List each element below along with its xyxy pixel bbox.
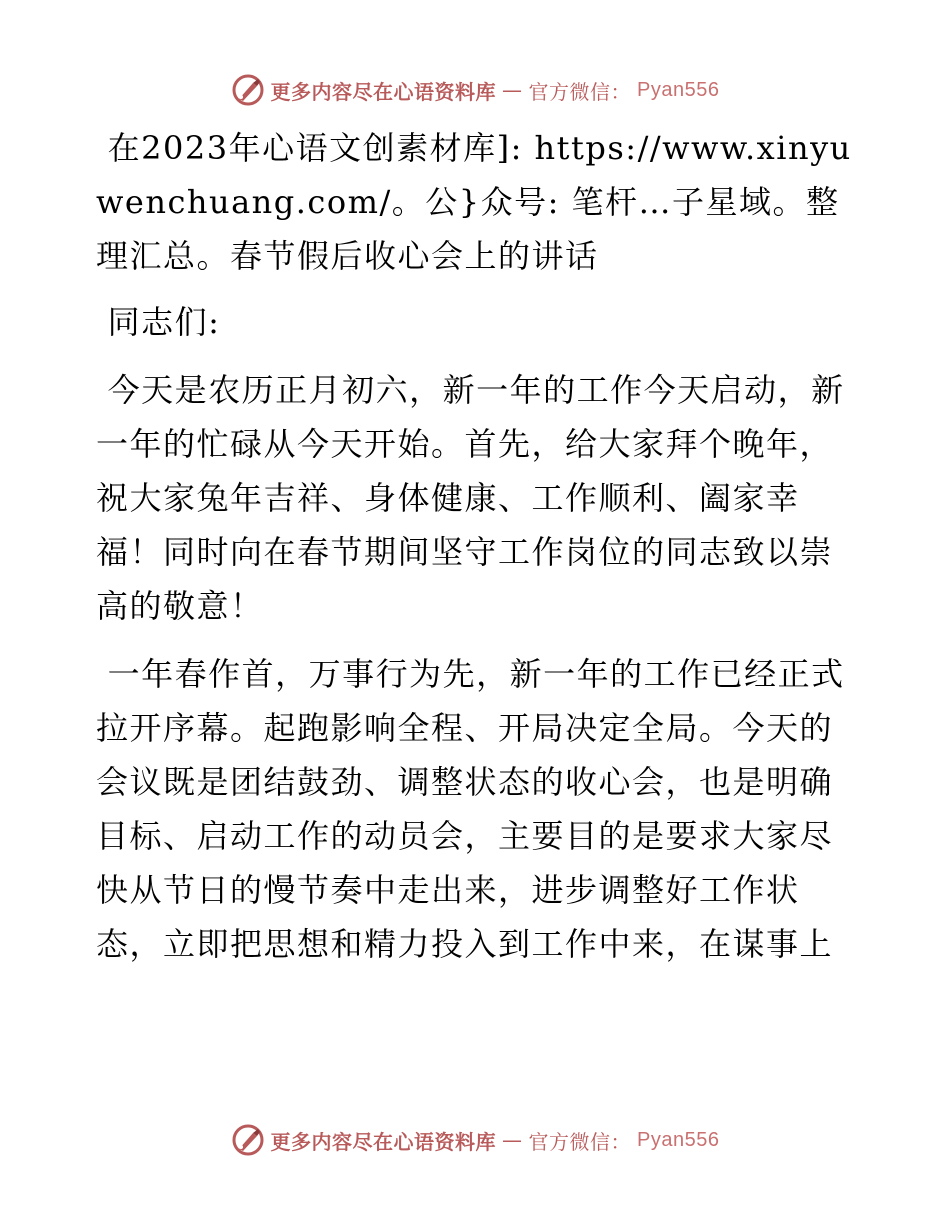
header-banner: [0, 70, 950, 110]
banner-main-text: 更多内容尽在心语资料库: [270, 79, 497, 104]
document-body: [96, 121, 856, 985]
banner-wechat-id: Pyan556: [637, 1128, 720, 1151]
banner-dash: —: [502, 78, 523, 102]
paragraph-salutation: 同志们:: [96, 303, 221, 341]
footer-banner: [0, 1120, 950, 1160]
paragraph-greeting: 今天是农历正月初六，新一年的工作今天启动，新一年的忙碌从今天开始。首先，给大家拜个晚年，祝大家兔年吉祥、身体健康、工作顺利、阖家幸福！同时向在春节期间坚守工作岗位的同志致以崇高的敬意！: [96, 371, 845, 625]
paragraph-source-title: 在2023年心语文创素材库]: https://www.xinyuwenchuang.com/。公}众号: 笔杆…子星域。整理汇总。春节假后收心会上的讲话: [96, 129, 852, 275]
banner-wechat-id: Pyan556: [637, 78, 720, 101]
banner-wechat-label: 官方微信：: [528, 1129, 632, 1154]
pen-circle-icon: [231, 1123, 265, 1157]
banner-wechat-label: 官方微信：: [528, 79, 632, 104]
paragraph-main: 一年春作首，万事行为先，新一年的工作已经正式拉开序幕。起跑影响全程、开局决定全局。今天的会议既是团结鼓劲、调整状态的收心会，也是明确目标、启动工作的动员会，主要目的是要求大家尽快从节日的慢节奏中走出来，进步调整好工作状态，立即把思想和精力投入到工作中来，在谋事上: [96, 655, 845, 963]
banner-main-text: 更多内容尽在心语资料库: [270, 1129, 497, 1154]
pen-circle-icon: [231, 73, 265, 107]
banner-dash: —: [502, 1128, 523, 1152]
